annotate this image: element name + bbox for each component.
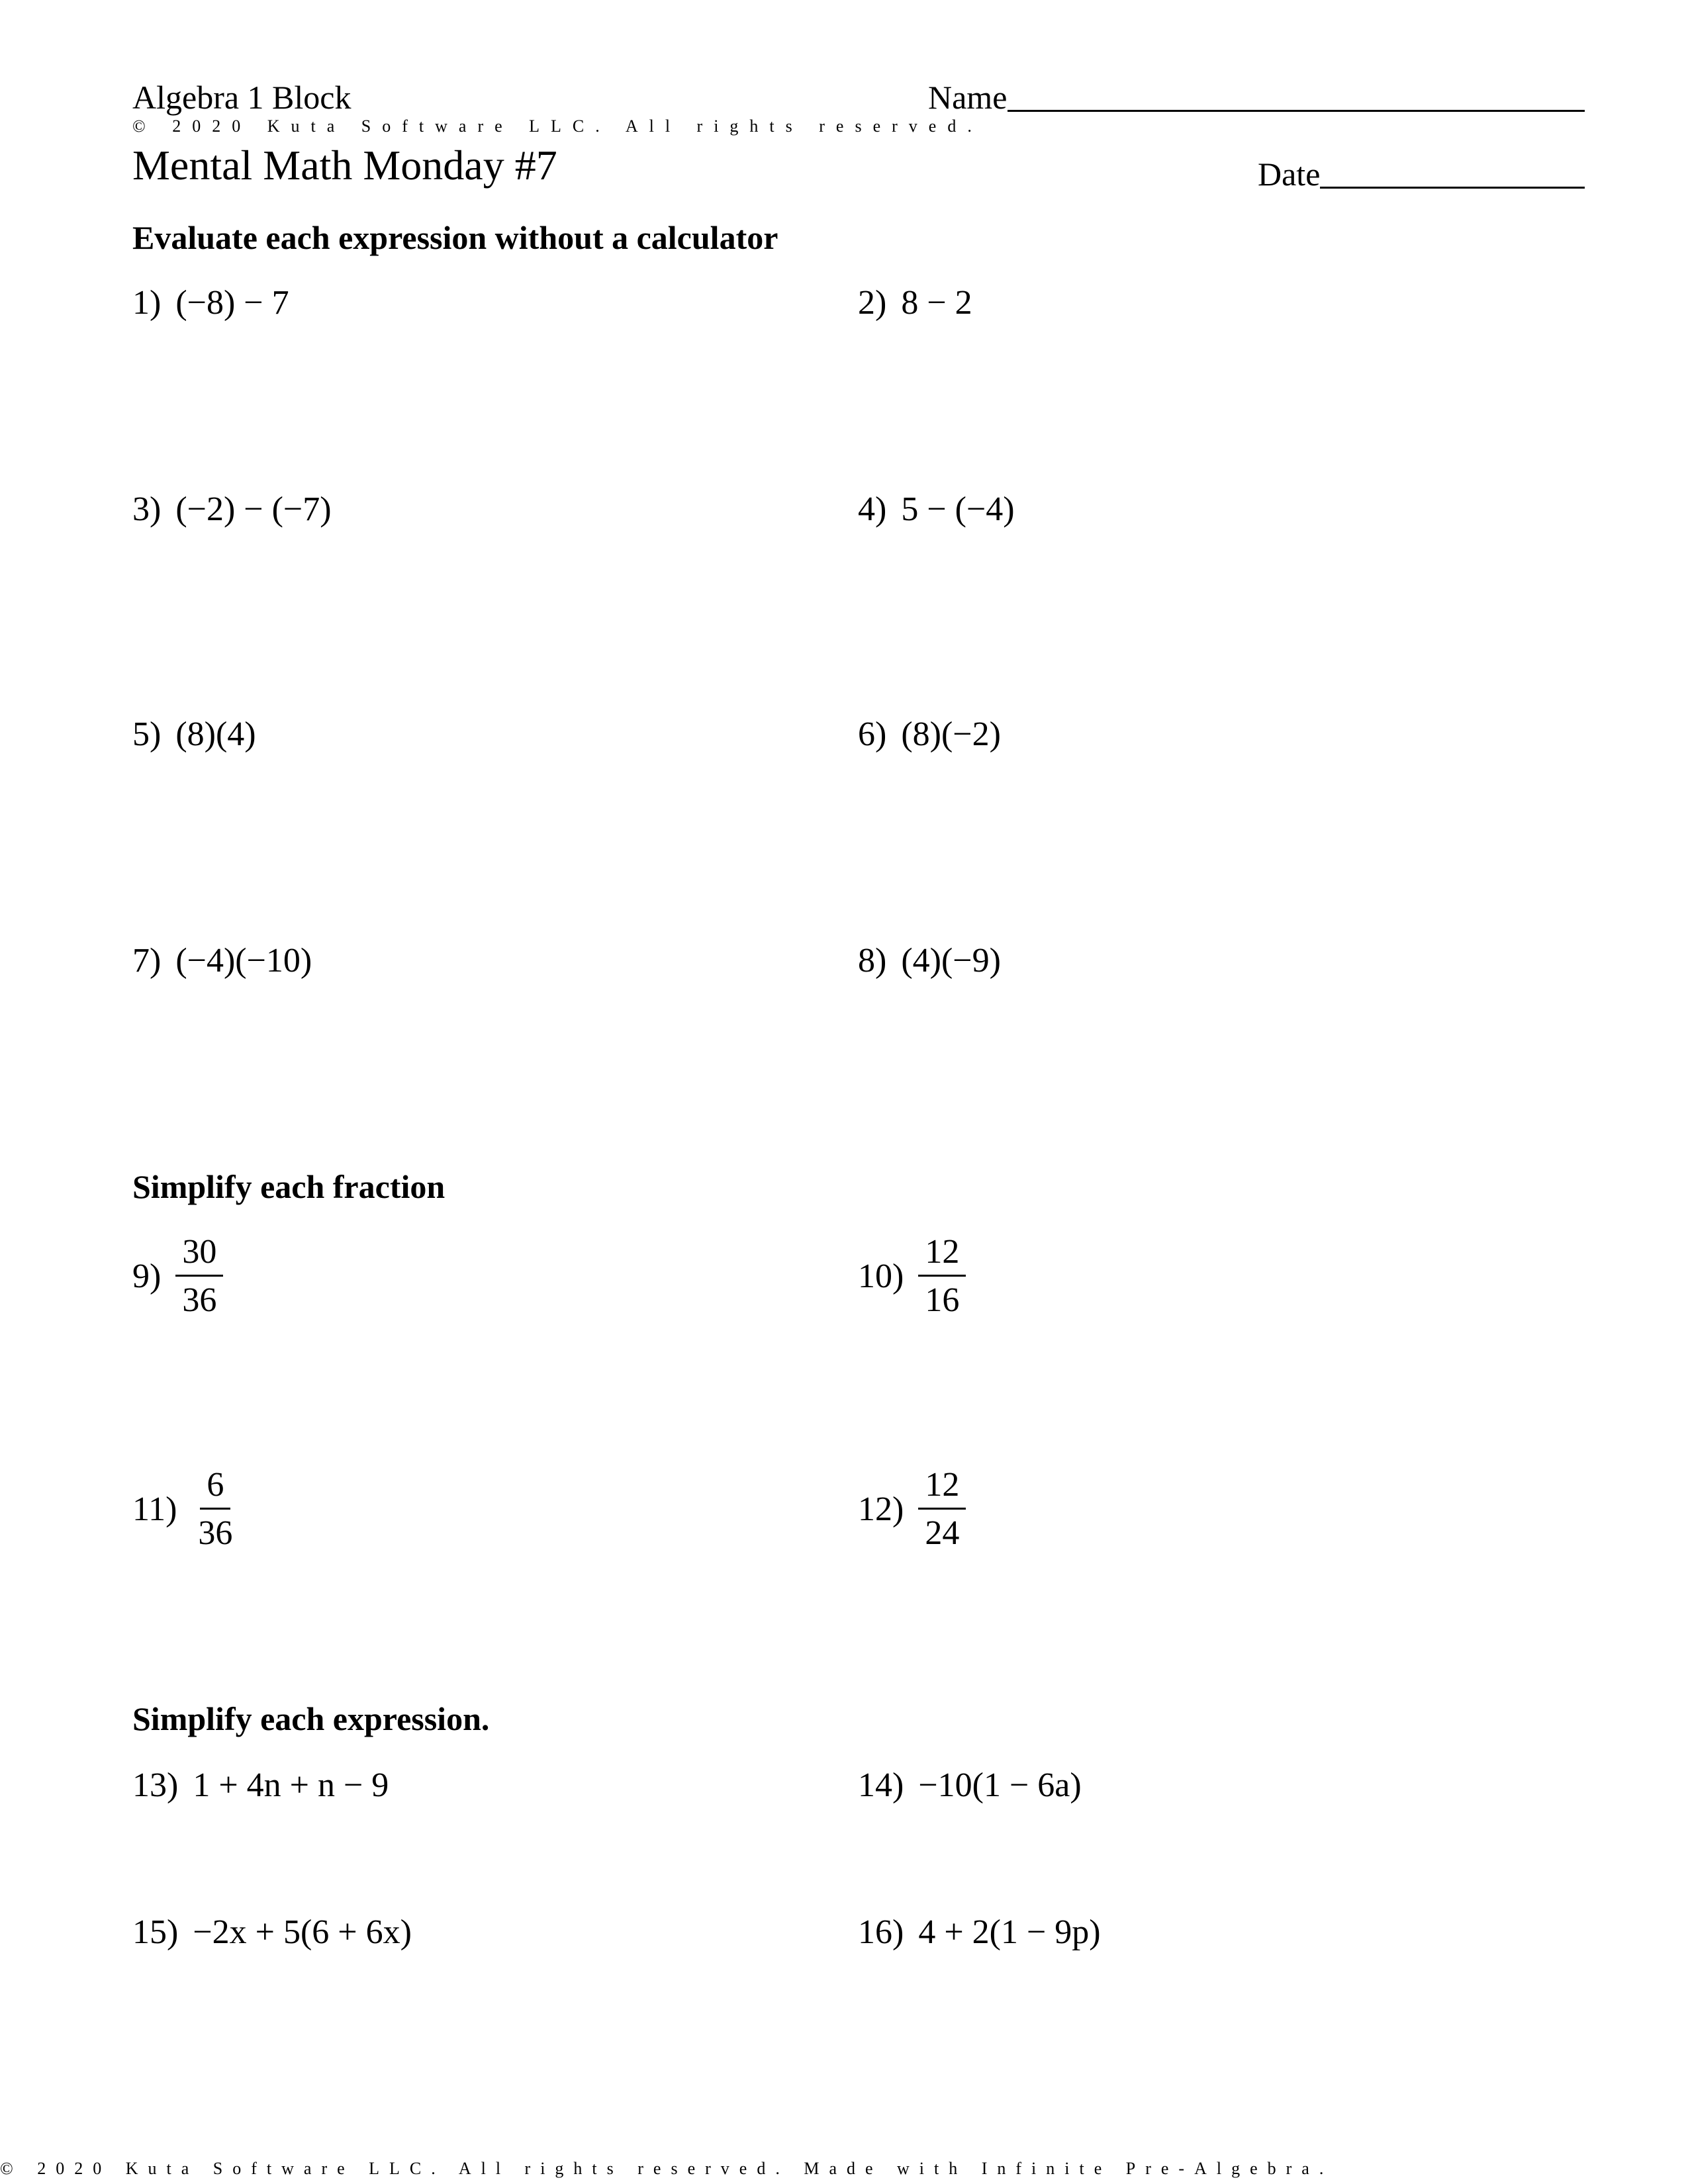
- numerator: 6: [200, 1468, 230, 1510]
- problem-11: [132, 1468, 239, 1551]
- problem-number: 8): [858, 942, 887, 979]
- problem-number: 6): [858, 715, 887, 753]
- problem-15: [132, 1915, 412, 1950]
- header-copyright: © 2020 Kuta Software LLC. All rights reserved.: [132, 116, 983, 136]
- denominator: 36: [182, 1281, 217, 1319]
- problem-number: 5): [132, 715, 162, 753]
- problem-6: [858, 717, 1001, 752]
- problem-number: 1): [132, 284, 162, 322]
- problem-16: [858, 1915, 1101, 1950]
- name-label: Name: [928, 79, 1008, 116]
- fraction: [175, 1235, 223, 1318]
- problem-number: 14): [858, 1766, 904, 1804]
- denominator: 24: [925, 1514, 960, 1552]
- problem-number: 3): [132, 490, 162, 528]
- page-title: Mental Math Monday #7: [132, 142, 557, 189]
- problem-expression: (8)(4): [175, 715, 256, 753]
- denominator: 16: [925, 1281, 960, 1319]
- problem-4: [858, 492, 1015, 527]
- section-heading-expressions: Simplify each expression.: [132, 1700, 490, 1737]
- problem-number: 16): [858, 1913, 904, 1951]
- problem-10: [858, 1235, 966, 1318]
- problem-13: [132, 1768, 389, 1803]
- section-heading-fractions: Simplify each fraction: [132, 1168, 445, 1205]
- problem-number: 2): [858, 284, 887, 322]
- problem-1: [132, 286, 289, 320]
- problem-9: [132, 1235, 223, 1318]
- numerator: 12: [918, 1235, 966, 1277]
- problem-12: [858, 1468, 966, 1551]
- fraction: [918, 1235, 966, 1318]
- numerator: 12: [918, 1468, 966, 1510]
- problem-expression: 8 − 2: [901, 284, 972, 322]
- name-field-line[interactable]: [1008, 110, 1585, 112]
- footer-copyright: © 2020 Kuta Software LLC. All rights reserved. Made with Infinite Pre-Algebra.: [0, 2159, 1334, 2178]
- problem-2: [858, 286, 972, 320]
- problem-expression: (−2) − (−7): [175, 490, 332, 528]
- date-field-line[interactable]: [1320, 187, 1585, 189]
- problem-5: [132, 717, 256, 752]
- problem-expression: 5 − (−4): [901, 490, 1015, 528]
- problem-expression: (−4)(−10): [175, 942, 312, 979]
- problem-number: 10): [858, 1257, 904, 1295]
- fraction: [918, 1468, 966, 1551]
- problem-expression: −2x + 5(6 + 6x): [193, 1913, 412, 1951]
- problem-number: 13): [132, 1766, 179, 1804]
- problem-number: 9): [132, 1257, 162, 1295]
- problem-expression: (8)(−2): [901, 715, 1001, 753]
- problem-expression: (4)(−9): [901, 942, 1001, 979]
- problem-3: [132, 492, 332, 527]
- problem-14: [858, 1768, 1082, 1803]
- denominator: 36: [198, 1514, 233, 1552]
- problem-expression: −10(1 − 6a): [918, 1766, 1082, 1804]
- problem-expression: 1 + 4n + n − 9: [193, 1766, 389, 1804]
- problem-number: 11): [132, 1490, 177, 1528]
- course-label: Algebra 1 Block: [132, 79, 352, 116]
- problem-number: 12): [858, 1490, 904, 1528]
- fraction: [191, 1468, 239, 1551]
- problem-expression: 4 + 2(1 − 9p): [918, 1913, 1101, 1951]
- problem-7: [132, 944, 312, 978]
- problem-expression: (−8) − 7: [175, 284, 289, 322]
- section-heading-evaluate: Evaluate each expression without a calculator: [132, 219, 778, 256]
- problem-number: 15): [132, 1913, 179, 1951]
- date-label: Date: [1258, 156, 1321, 193]
- problem-8: [858, 944, 1001, 978]
- problem-number: 7): [132, 942, 162, 979]
- problem-number: 4): [858, 490, 887, 528]
- numerator: 30: [175, 1235, 223, 1277]
